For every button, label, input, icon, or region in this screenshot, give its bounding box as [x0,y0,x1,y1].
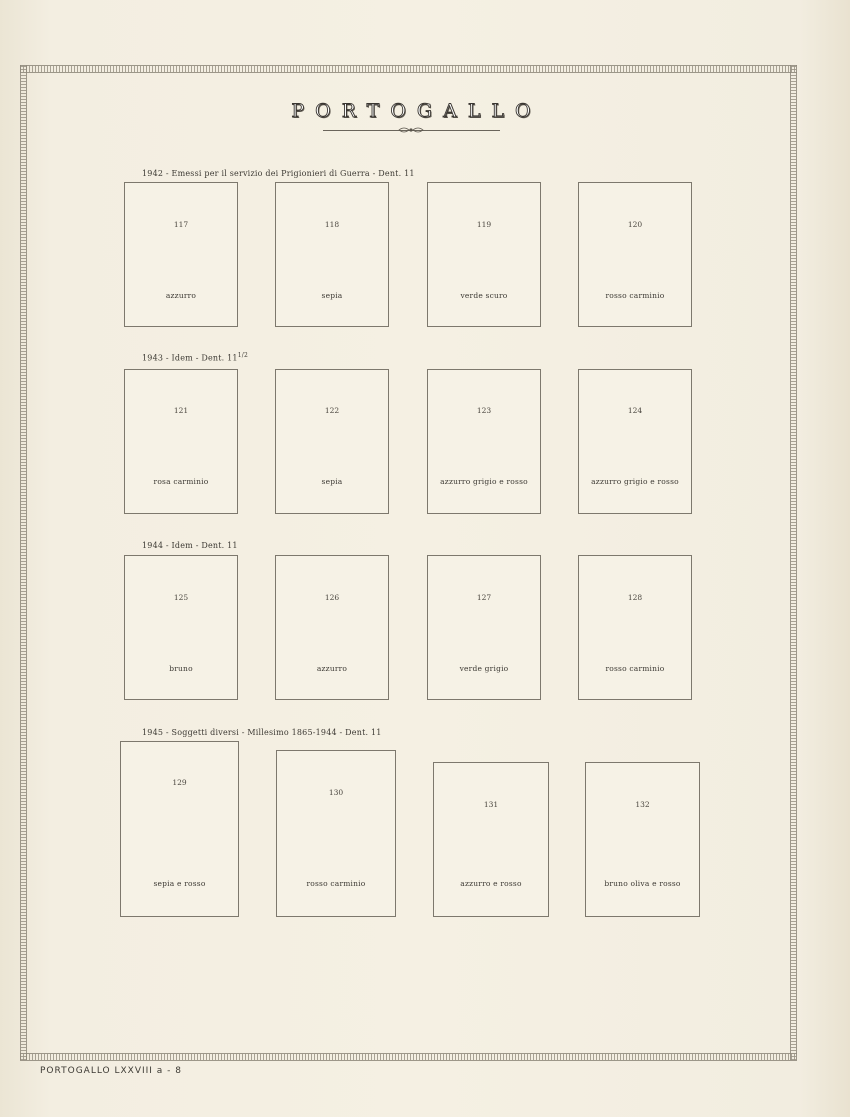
stamp-box-125[interactable] [124,555,238,700]
section-label-1942: 1942 - Emessi per il servizio dei Prigionieri di Guerra - Dent. 11 [142,169,415,178]
stamp-box-122[interactable] [275,369,389,514]
stamp-color: sepia [321,477,343,486]
stamp-color: rosso carminio [306,879,366,888]
stamp-number: 117 [173,220,189,229]
stamp-number: 126 [324,593,340,602]
title-ornament-icon [398,126,424,134]
stamp-color: sepia e rosso [153,879,206,888]
stamp-color: azzurro e rosso [460,879,522,888]
stamp-color: bruno oliva e rosso [604,879,681,888]
stamp-number: 130 [328,788,344,797]
stamp-box-118[interactable] [275,182,389,327]
stamp-box-117[interactable] [124,182,238,327]
stamp-box-124[interactable] [578,369,692,514]
section-label-text: 1943 - Idem - Dent. 11 [142,353,238,363]
stamp-box-130[interactable] [276,750,396,917]
frame-left-border [20,65,27,1060]
stamp-box-120[interactable] [578,182,692,327]
stamp-number: 128 [627,593,643,602]
stamp-box-132[interactable] [585,762,700,917]
stamp-color: azzurro grigio e rosso [591,477,679,486]
frame-top-border [20,65,797,73]
stamp-box-126[interactable] [275,555,389,700]
stamp-color: verde grigio [459,664,509,673]
stamp-number: 119 [476,220,492,229]
stamp-number: 122 [324,406,340,415]
stamp-color: rosso carminio [605,291,665,300]
stamp-number: 129 [172,778,187,787]
stamp-color: azzurro [316,664,348,673]
stamp-number: 120 [627,220,643,229]
stamp-box-123[interactable] [427,369,541,514]
stamp-color: rosso carminio [605,664,665,673]
page-footer-label: PORTOGALLO LXXVIII a - 8 [40,1066,183,1076]
stamp-color: rosa carminio [153,477,209,486]
stamp-box-119[interactable] [427,182,541,327]
stamp-box-127[interactable] [427,555,541,700]
stamp-number: 127 [476,593,492,602]
stamp-color: verde scuro [460,291,508,300]
stamp-number: 123 [476,406,492,415]
stamp-box-121[interactable] [124,369,238,514]
stamp-number: 118 [324,220,340,229]
stamp-number: 125 [173,593,189,602]
stamp-color: azzurro grigio e rosso [440,477,528,486]
section-label-fraction: 1/2 [237,352,248,359]
section-label-1944: 1944 - Idem - Dent. 11 [142,541,238,550]
stamp-box-129[interactable] [120,741,239,917]
stamp-box-131[interactable] [433,762,549,917]
stamp-color: azzurro [165,291,197,300]
stamp-box-128[interactable] [578,555,692,700]
stamp-color: sepia [321,291,343,300]
stamp-number: 132 [635,800,650,809]
frame-bottom-border [20,1053,797,1061]
stamp-color: bruno [169,664,193,673]
stamp-number: 124 [627,406,643,415]
frame-right-border [790,65,797,1060]
stamp-number: 121 [173,406,189,415]
section-label-1945: 1945 - Soggetti diversi - Millesimo 1865-1944 - Dent. 11 [142,728,382,737]
page-title: PORTOGALLO [291,100,542,122]
section-label-1943 [142,352,248,363]
stamp-number: 131 [483,800,499,809]
